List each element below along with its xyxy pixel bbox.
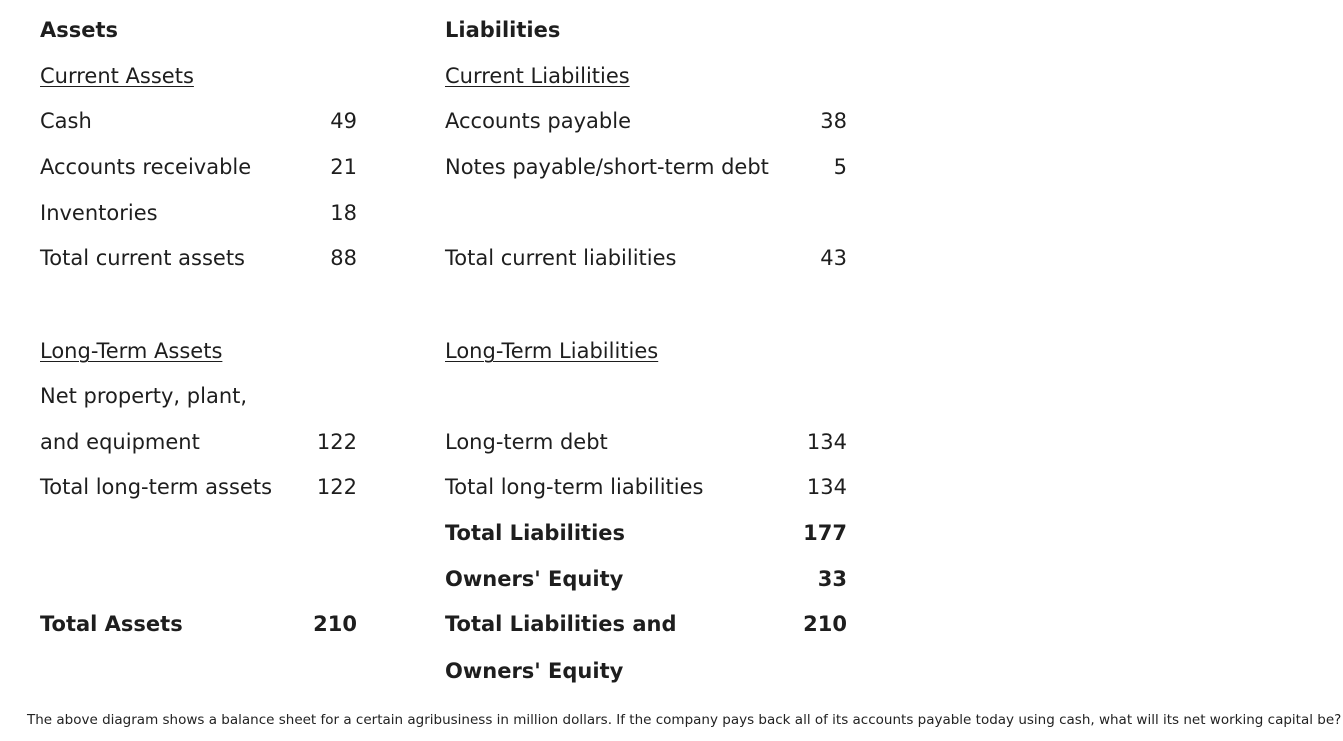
ppe-label-line2: and equipment — [40, 430, 200, 454]
asset-label-cash: Cash — [40, 109, 92, 133]
total-long-term-liabilities-value: 134 — [806, 475, 847, 499]
liability-value-long-term-debt: 134 — [806, 430, 847, 454]
long-term-assets-heading: Long-Term Assets — [40, 339, 223, 363]
total-assets-value: 210 — [313, 612, 357, 636]
asset-label-inventories: Inventories — [40, 201, 158, 225]
total-long-term-assets-value: 122 — [316, 475, 357, 499]
total-current-liabilities-label: Total current liabilities — [445, 246, 677, 270]
total-liabilities-equity-value: 210 — [803, 612, 847, 636]
asset-value-accounts-receivable: 21 — [330, 155, 357, 179]
total-liabilities-value: 177 — [803, 521, 847, 545]
owners-equity-value: 33 — [817, 567, 847, 591]
liability-label-notes-payable: Notes payable/short-term debt — [445, 155, 769, 179]
question-text: The above diagram shows a balance sheet for a certain agribusiness in million dollars. If the company pays back all of its accounts payable today using cash, what will its net working capital be? — [27, 712, 1342, 728]
total-liabilities-equity-label-line2: Owners' Equity — [445, 659, 624, 683]
assets-heading: Assets — [40, 18, 119, 42]
total-current-liabilities-value: 43 — [820, 246, 847, 270]
long-term-liabilities-heading: Long-Term Liabilities — [445, 339, 659, 363]
asset-label-accounts-receivable: Accounts receivable — [40, 155, 252, 179]
liability-label-long-term-debt: Long-term debt — [445, 430, 608, 454]
liabilities-heading: Liabilities — [445, 18, 561, 42]
current-liabilities-heading: Current Liabilities — [445, 64, 630, 88]
ppe-value: 122 — [316, 430, 357, 454]
total-long-term-liabilities-label: Total long-term liabilities — [445, 475, 704, 499]
total-liabilities-equity-label-line1: Total Liabilities and — [445, 612, 677, 636]
owners-equity-label: Owners' Equity — [445, 567, 624, 591]
liability-value-notes-payable: 5 — [833, 155, 847, 179]
ppe-label-line1: Net property, plant, — [40, 384, 248, 408]
liability-label-accounts-payable: Accounts payable — [445, 109, 631, 133]
current-assets-heading: Current Assets — [40, 64, 194, 88]
liability-value-accounts-payable: 38 — [820, 109, 847, 133]
total-current-assets-value: 88 — [330, 246, 357, 270]
total-assets-label: Total Assets — [40, 612, 183, 636]
total-current-assets-label: Total current assets — [40, 246, 245, 270]
asset-value-inventories: 18 — [330, 201, 357, 225]
total-long-term-assets-label: Total long-term assets — [40, 475, 273, 499]
asset-value-cash: 49 — [330, 109, 357, 133]
total-liabilities-label: Total Liabilities — [445, 521, 626, 545]
